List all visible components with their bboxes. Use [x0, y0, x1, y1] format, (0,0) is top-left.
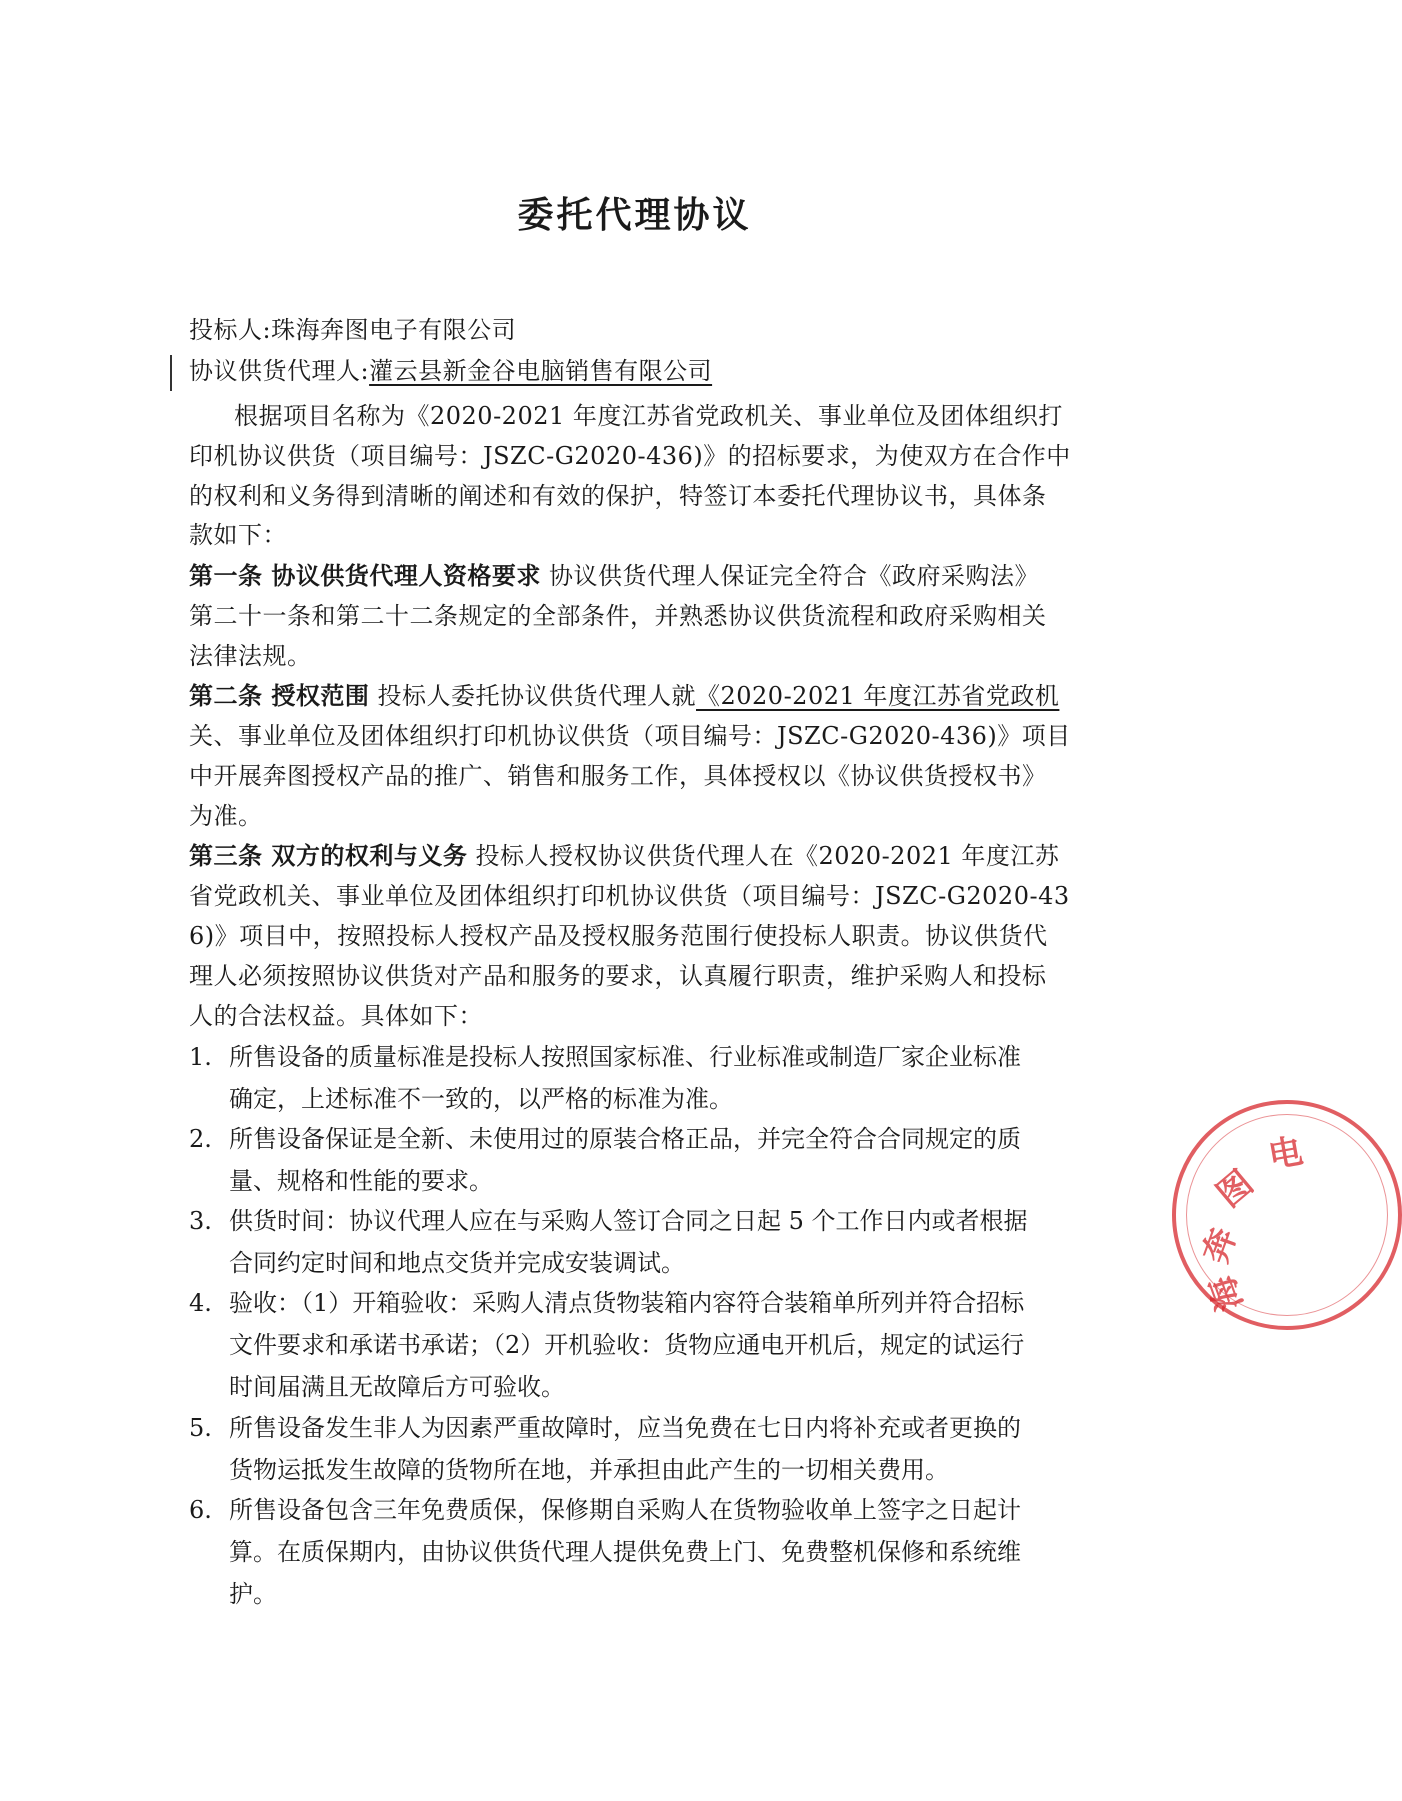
intro-line-4: 款如下： [189, 521, 287, 549]
list-item-line: 验收：（1）开箱验收：采购人清点货物装箱内容符合装箱单所列并符合招标 [229, 1289, 1025, 1317]
article2-line-4: 为准。 [189, 802, 263, 830]
list-item-number: 3. [189, 1207, 212, 1235]
list-item [189, 1282, 1079, 1408]
list-item-line: 所售设备包含三年免费质保，保修期自采购人在货物验收单上签字之日起计 [229, 1496, 1021, 1524]
list-item [189, 1200, 1079, 1284]
article1-line-3: 法律法规。 [189, 642, 312, 670]
agent-label: 协议供货代理人: [189, 357, 370, 385]
list-item-line: 所售设备的质量标准是投标人按照国家标准、行业标准或制造厂家企业标准 [229, 1043, 1021, 1071]
list-item [189, 1118, 1079, 1202]
list-item [189, 1036, 1079, 1120]
article3-line-4: 理人必须按照协议供货对产品和服务的要求，认真履行职责，维护采购人和投标 [189, 962, 1047, 990]
list-item [189, 1407, 1079, 1491]
article3-line-3: 6)》项目中，按照投标人授权产品及授权服务范围行使投标人职责。协议供货代 [189, 922, 1048, 950]
seal-glyph: 奔 [1195, 1222, 1245, 1269]
article2-line-2: 关、事业单位及团体组织打印机协议供货（项目编号：JSZC-G2020-436)》项目 [189, 722, 1071, 750]
list-item-line: 供货时间：协议代理人应在与采购人签订合同之日起 5 个工作日内或者根据 [229, 1207, 1028, 1235]
list-item-line: 货物运抵发生故障的货物所在地，并承担由此产生的一切相关费用。 [229, 1456, 949, 1484]
agent-line [189, 355, 1079, 387]
company-seal [1172, 1100, 1402, 1330]
seal-glyph: 电 [1265, 1131, 1306, 1177]
seal-glyph: 海 [1201, 1270, 1251, 1317]
list-item-line: 所售设备保证是全新、未使用过的原装合格正品，并完全符合合同规定的质 [229, 1125, 1021, 1153]
article1-line-2: 第二十一条和第二十二条规定的全部条件，并熟悉协议供货流程和政府采购相关 [189, 602, 1047, 630]
article1-text-1: 协议供货代理人保证完全符合《政府采购法》 [540, 562, 1039, 590]
list-item-line: 量、规格和性能的要求。 [229, 1167, 493, 1195]
list-item [189, 1489, 1079, 1615]
article2-line-3: 中开展奔图授权产品的推广、销售和服务工作，具体授权以《协议供货授权书》 [189, 762, 1047, 790]
list-item-number: 6. [189, 1496, 212, 1524]
list-item-line: 合同约定时间和地点交货并完成安装调试。 [229, 1249, 685, 1277]
intro-line-2: 印机协议供货（项目编号：JSZC-G2020-436)》的招标要求，为使双方在合作中 [189, 442, 1071, 470]
list-item-line: 时间届满且无故障后方可验收。 [229, 1373, 565, 1401]
article3-heading: 第三条 双方的权利与义务 [189, 842, 468, 870]
list-item-number: 1. [189, 1043, 212, 1071]
list-item-number: 2. [189, 1125, 212, 1153]
article3-line-5: 人的合法权益。具体如下： [189, 1002, 483, 1030]
article1-line-1 [189, 560, 1079, 592]
list-item-line: 护。 [229, 1580, 277, 1608]
bidder-name: 珠海奔图电子有限公司 [271, 316, 517, 344]
bidder-line [189, 314, 1079, 346]
list-item-line: 算。在质保期内，由协议供货代理人提供免费上门、免费整机保修和系统维 [229, 1538, 1021, 1566]
article3-text-1: 投标人授权协议供货代理人在《2020-2021 年度江苏 [467, 842, 1060, 870]
article1-heading: 第一条 协议供货代理人资格要求 [189, 562, 541, 590]
page-title: 委托代理协议 [517, 195, 752, 236]
intro-line-1: 根据项目名称为《2020-2021 年度江苏省党政机关、事业单位及团体组织打 [234, 402, 1063, 430]
article2-heading: 第二条 授权范围 [189, 682, 370, 710]
agent-name: 灌云县新金谷电脑销售有限公司 [369, 357, 713, 385]
list-item-line: 确定，上述标准不一致的，以严格的标准为准。 [229, 1085, 733, 1113]
list-item-line: 文件要求和承诺书承诺；（2）开机验收：货物应通电开机后，规定的试运行 [229, 1331, 1025, 1359]
article2-text-pre: 投标人委托协议供货代理人就 [369, 682, 696, 710]
article3-line-2: 省党政机关、事业单位及团体组织打印机协议供货（项目编号：JSZC-G2020-43 [189, 882, 1070, 910]
margin-mark [170, 355, 172, 391]
list-item-number: 4. [189, 1289, 212, 1317]
list-item-line: 所售设备发生非人为因素严重故障时，应当免费在七日内将补充或者更换的 [229, 1414, 1021, 1442]
bidder-label: 投标人: [189, 316, 272, 344]
article2-line-1 [189, 680, 1079, 712]
article2-text-underlined: 《2020-2021 年度江苏省党政机 [696, 682, 1060, 710]
list-item-number: 5. [189, 1414, 212, 1442]
seal-glyph: 图 [1209, 1162, 1262, 1216]
article3-line-1 [189, 840, 1079, 872]
intro-line-3: 的权利和义务得到清晰的阐述和有效的保护，特签订本委托代理协议书，具体条 [189, 482, 1047, 510]
